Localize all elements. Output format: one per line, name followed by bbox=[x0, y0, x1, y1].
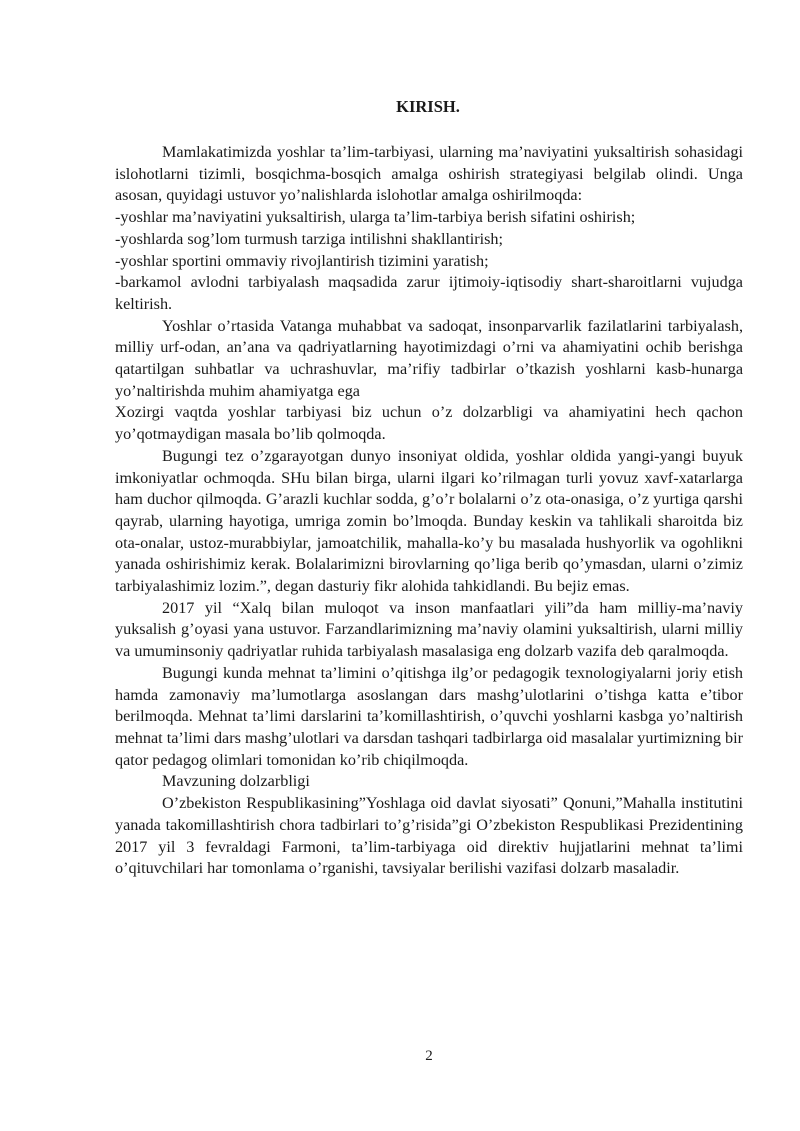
page-number: 2 bbox=[425, 1048, 433, 1064]
paragraph-intro: Mamlakatimizda yoshlar ta’lim-tarbiyasi, ularning ma’naviyatini yuksaltirish sohasidagi islohotlarni tizimli, bosqichma-bosqich amalga oshirish strategiyasi belgilab olindi. Unga asosan, quyidagi ustuvor yo’nalishlarda islohotlar amalga oshirilmoqda: bbox=[115, 143, 743, 205]
document-body bbox=[115, 142, 743, 880]
section-heading: Mavzuning dolzarbligi bbox=[162, 772, 310, 791]
paragraph: Yoshlar o’rtasida Vatanga muhabbat va sadoqat, insonparvarlik fazilatlarini tarbiyalash, milliy urf-odan, an’ana va qadriyatlarning hayotimizdagi o’rni va ahamiyatini ochib berishga qatartilgan suhbatlar va uchrashuvlar, ma’rifiy tadbirlar o’tkazish yoshlarni kasb-hunarga yo’naltirishda muhim ahamiyatga ega bbox=[115, 316, 743, 400]
paragraph: O’zbekiston Respublikasining”Yoshlaga oid davlat siyosati” Qonuni,”Mahalla institutini yanada takomillashtirish chora tadbirlari to’g’risida”gi O’zbekiston Respublikasi Prezidentining 2017 yil 3 fevraldagi Farmoni, ta’lim-tarbiyaga oid direktiv hujjatlarini mehnat ta’limi o’qituvchilari har tomonlama o’rganishi, tavsiyalar berilishi vazifasi dolzarb masaladir. bbox=[115, 794, 743, 878]
list-item: -yoshlarda sog’lom turmush tarziga intilishni shakllantirish; bbox=[115, 229, 503, 248]
list-item: -yoshlar ma’naviyatini yuksaltirish, ularga ta’lim-tarbiya berish sifatini oshirish; bbox=[115, 208, 636, 227]
list-item: -yoshlar sportini ommaviy rivojlantirish tizimini yaratish; bbox=[115, 251, 489, 270]
paragraph: Bugungi tez o’zgarayotgan dunyo insoniyat oldida, yoshlar oldida yangi-yangi buyuk imkoniyatlar ochmoqda. SHu bilan birga, ularni ilgari ko’rilmagan turli yovuz xavf-xatarlarga ham duchor qilmoqda. G’arazli kuchlar sodda, g’o’r bolalarni o’z ota-onasiga, o’z yurtiga qarshi qayrab, ularning hayotiga, umriga zomin bo’lmoqda. Bunday keskin va tahlikali sharoitda biz ota-onalar, ustoz-murabbiylar, jamoatchilik, mahalla-ko’y bu masalada hushyorlik va ogohlikni yanada oshirishimiz kerak. Bolalarimizni birovlarning qo’liga berib qo’ymasdan, ularni o’zimiz tarbiyalashimiz lozim.”, degan dasturiy fikr alohida tahkidlandi. Bu bejiz emas. bbox=[115, 446, 743, 596]
page-title: KIRISH. bbox=[396, 97, 460, 116]
paragraph: 2017 yil “Xalq bilan muloqot va inson manfaatlari yili”da ham milliy-ma’naviy yuksalish g’oyasi yana ustuvor. Farzandlarimizning ma’naviy olamini yuksaltirish, ularni milliy va umuminsoniy qadriyatlar ruhida tarbiyalash masalasiga eng dolzarb vazifa deb qaralmoqda. bbox=[115, 598, 743, 661]
list-item: -barkamol avlodni tarbiyalash maqsadida zarur ijtimoiy-iqtisodiy shart-sharoitlarni vujudga keltirish. bbox=[115, 273, 743, 313]
paragraph: Xozirgi vaqtda yoshlar tarbiyasi biz uchun o’z dolzarbligi va ahamiyatini hech qachon yo’qotmaydigan masala bo’lib qolmoqda. bbox=[115, 403, 743, 444]
paragraph: Bugungi kunda mehnat ta’limini o’qitishga ilg’or pedagogik texnologiyalarni joriy etish hamda zamonaviy ma’lumotlarga asoslangan dars mashg’ulotlarini o’tishga katta e’tibor berilmoqda. Mehnat ta’limi darslarini ta’komillashtirish, o’quvchi yoshlarni kasbga yo’naltirish mehnat ta’limi dars mashg’ulotlari va darsdan tashqari tadbirlarga oid masalalar yurtimizning bir qator pedagog olimlari tomonidan ko’rib chiqilmoqda. bbox=[115, 663, 743, 769]
